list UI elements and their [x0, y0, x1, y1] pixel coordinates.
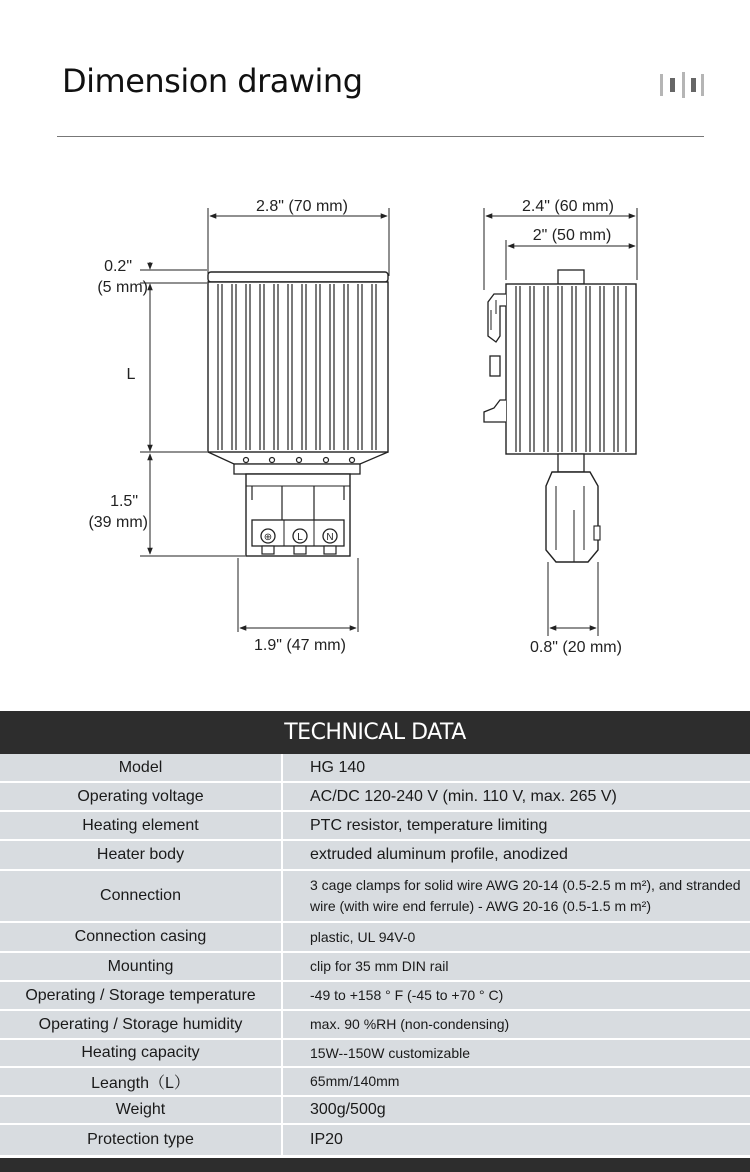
row-label: Mounting	[0, 953, 283, 980]
row-label: Heating element	[0, 812, 283, 839]
dimension-drawing	[0, 150, 750, 690]
row-value: extruded aluminum profile, anodized	[310, 846, 568, 863]
width-total-label: 2.8" (70 mm)	[256, 198, 348, 215]
row-label: Model	[0, 754, 283, 781]
page-header	[0, 0, 750, 140]
table-row	[0, 982, 750, 1011]
clip-width-label: 0.8" (20 mm)	[530, 639, 622, 656]
terminal-earth-label: ⊕	[263, 532, 273, 543]
row-label: Connection	[0, 871, 283, 921]
table-row	[0, 953, 750, 982]
table-row	[0, 1068, 750, 1097]
row-label: Heater body	[0, 841, 283, 869]
depth-body-label: 2" (50 mm)	[532, 227, 612, 244]
table-row	[0, 841, 750, 871]
terminal-l-label: L	[297, 532, 303, 543]
row-value: 3 cage clamps for solid wire AWG 20-14 (0.5-2.5 m m²), and stranded wire (with wire end ferrule) - AWG 20-16 (0.5-1.5 m m²)	[310, 877, 741, 914]
row-label: Operating / Storage temperature	[0, 982, 283, 1009]
dimension-drawing-svg	[0, 150, 750, 690]
row-label: Heating capacity	[0, 1040, 283, 1066]
side-connection-housing	[546, 472, 598, 562]
row-value: 65mm/140mm	[310, 1073, 400, 1089]
row-label: Weight	[0, 1097, 283, 1123]
row-label: Leangth（L）	[0, 1068, 283, 1095]
table-row	[0, 923, 750, 953]
terminal-n-label: N	[326, 532, 334, 543]
heater-body-side	[506, 284, 636, 454]
table-row	[0, 1125, 750, 1155]
heater-body-front	[208, 282, 388, 452]
technical-data-heading: TECHNICAL DATA	[0, 711, 750, 754]
row-value: clip for 35 mm DIN rail	[310, 958, 449, 974]
row-value: 15W--150W customizable	[310, 1044, 471, 1061]
table-row	[0, 783, 750, 812]
row-value: plastic, UL 94V-0	[310, 928, 416, 945]
table-row	[0, 871, 750, 923]
bottom-mm-label: (39 mm)	[88, 514, 148, 531]
length-label: L	[126, 366, 136, 383]
header-divider	[57, 136, 704, 137]
row-value: IP20	[310, 1131, 343, 1148]
depth-total-label: 2.4" (60 mm)	[522, 198, 614, 215]
row-label: Operating voltage	[0, 783, 283, 810]
top-offset-mm-label: (5 mm)	[97, 279, 148, 296]
row-value: 300g/500g	[310, 1101, 386, 1118]
top-offset-in-label: 0.2"	[104, 258, 132, 275]
bottom-in-label: 1.5"	[110, 493, 138, 510]
base-width-label: 1.9" (47 mm)	[254, 637, 346, 654]
table-row	[0, 812, 750, 841]
table-row	[0, 1011, 750, 1040]
row-value: HG 140	[310, 758, 366, 776]
brand-logo-icon	[658, 68, 706, 102]
row-value: -49 to +158 ° F (-45 to +70 ° C)	[310, 987, 504, 1003]
row-value: AC/DC 120-240 V (min. 110 V, max. 265 V)	[310, 787, 617, 805]
row-label: Connection casing	[0, 923, 283, 951]
table-row	[0, 1040, 750, 1068]
footer-bar	[0, 1158, 750, 1172]
row-value: max. 90 %RH (non-condensing)	[310, 1016, 510, 1032]
row-value: PTC resistor, temperature limiting	[310, 816, 548, 834]
table-row	[0, 1097, 750, 1125]
heater-cap	[208, 272, 388, 282]
row-label: Operating / Storage humidity	[0, 1011, 283, 1038]
row-label: Protection type	[0, 1125, 283, 1155]
technical-data-table	[0, 754, 750, 1155]
table-row	[0, 754, 750, 783]
page-title: Dimension drawing	[62, 62, 363, 100]
